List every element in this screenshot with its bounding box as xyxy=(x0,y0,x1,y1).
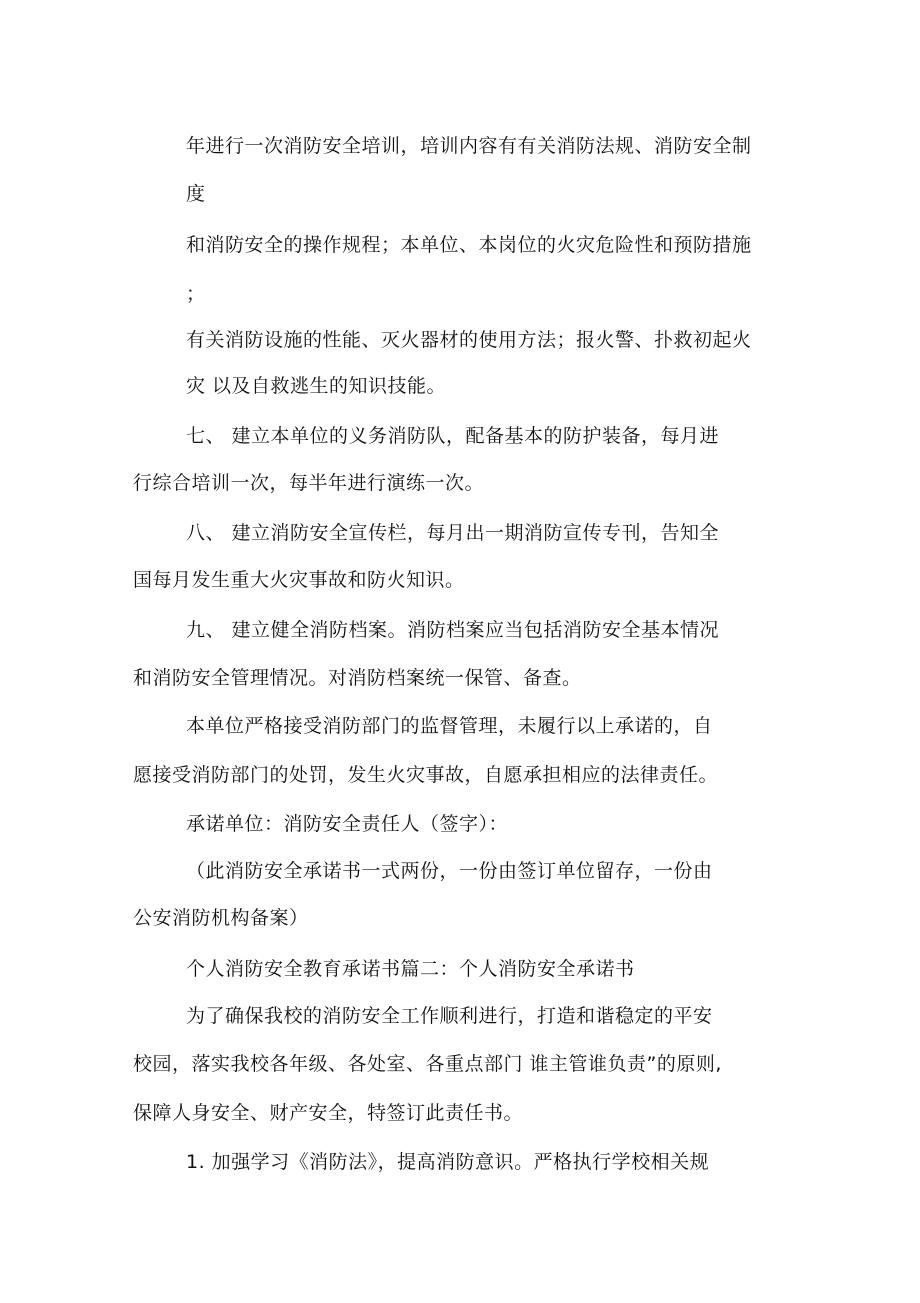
text-line: 和消防安全的操作规程；本单位、本岗位的火灾危险性和预防措施 xyxy=(186,234,752,256)
text-line: 有关消防设施的性能、灭火器材的使用方法；报火警、扑救初起火 xyxy=(186,329,752,351)
text-line: 愿接受消防部门的处罚，发生火灾事故，自愿承担相应的法律责任。 xyxy=(133,764,719,786)
text-line: 本单位严格接受消防部门的监督管理，未履行以上承诺的，自 xyxy=(186,715,713,737)
text-line: 和消防安全管理情况。对消防档案统一保管、备查。 xyxy=(133,667,582,689)
text-line: 校园，落实我校各年级、各处室、各重点部门 谁主管谁负责”的原则, xyxy=(133,1053,722,1075)
text-line: 保障人身安全、财产安全，特签订此责任书。 xyxy=(133,1102,524,1124)
text-line: （此消防安全承诺书一式两份，一份由签订单位留存，一份由 xyxy=(186,860,713,882)
text-line: 行综合培训一次，每半年进行演练一次。 xyxy=(133,472,485,494)
section-heading: 个人消防安全教育承诺书篇二：个人消防安全承诺书 xyxy=(186,958,635,980)
text-line: 为了确保我校的消防安全工作顺利进行，打造和谐稳定的平安 xyxy=(186,1005,713,1027)
text-line: ； xyxy=(186,283,206,305)
text-line: 年进行一次消防安全培训，培训内容有有关消防法规、消防安全制 xyxy=(186,135,752,157)
text-line: 九、 建立健全消防档案。消防档案应当包括消防安全基本情况 xyxy=(186,619,720,641)
text-line: 八、 建立消防安全宣传栏，每月出一期消防宣传专刊，告知全 xyxy=(186,522,720,544)
text-line: 1. 加强学习《消防法》，提高消防意识。严格执行学校相关规 xyxy=(186,1151,710,1173)
text-line: 承诺单位：消防安全责任人（签字）： xyxy=(186,813,509,835)
text-line: 公安消防机构备案） xyxy=(133,907,309,929)
text-line: 七、 建立本单位的义务消防队，配备基本的防护装备，每月进 xyxy=(186,425,720,447)
text-line: 灾 以及自救逃生的知识技能。 xyxy=(186,375,447,397)
text-line: 度 xyxy=(186,183,206,205)
text-line: 国每月发生重大火灾事故和防火知识。 xyxy=(133,569,465,591)
